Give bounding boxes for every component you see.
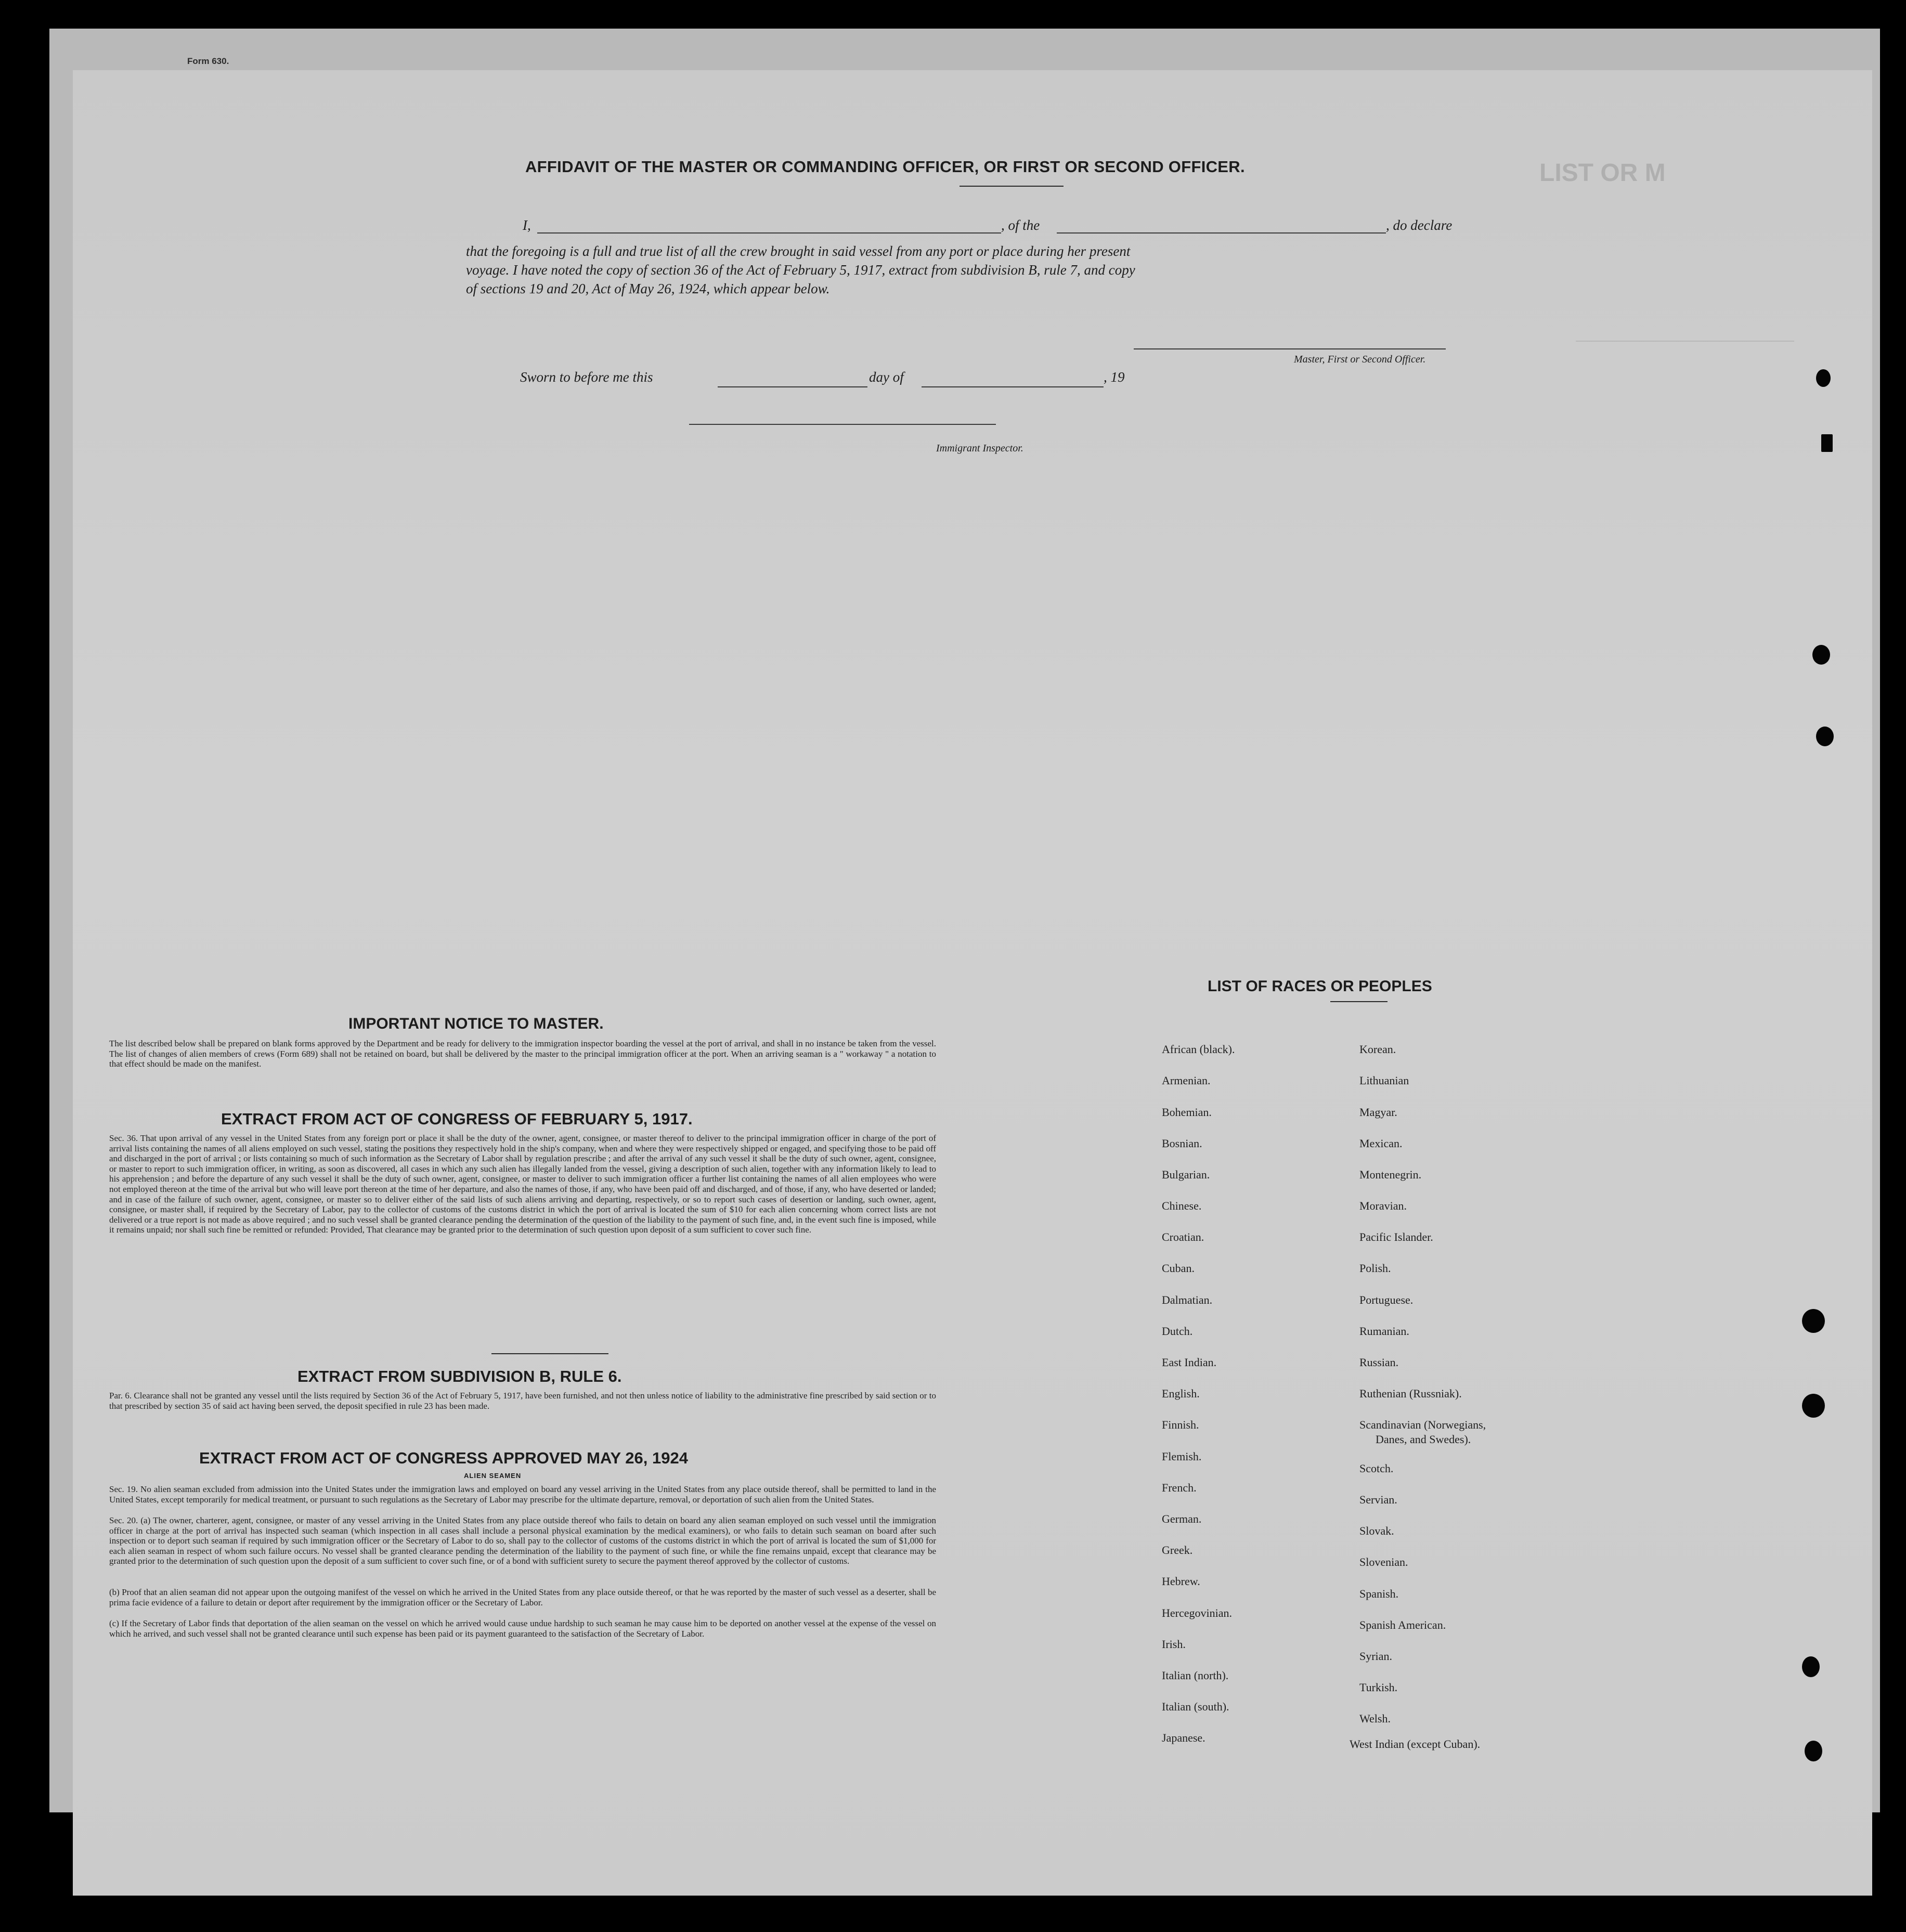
binder-hole xyxy=(1816,369,1831,387)
sworn-day-field[interactable] xyxy=(718,386,867,387)
year-label: , 19 xyxy=(1104,369,1125,385)
race-item: Italian (south). xyxy=(1162,1700,1229,1713)
bleed-through-heading: LIST OR M xyxy=(1539,159,1666,187)
extract-1924-sec20a: Sec. 20. (a) The owner, charterer, agent, consignee, or master of any vessel arriving in the United States from any place outside thereof who fails to detain on board any alien seaman employed on such vessel until the immigration officer in charge at the port of arrival has inspected such seaman (which inspection in all cases shall include a personal physical examination by the medical examiners), or who fails to detain such seaman on board after such inspection or to deport such seaman if required by such immigration officer or the Secretary of Labor to do so, shall pay to the collector of customs of the customs district in which the port of arrival is located the sum of $1,000 for each alien seaman in respect of whom such failure occurs. No vessel shall be granted clearance pending the determination of the liability to the payment of such fine, or while the fine remains unpaid, except that clearance may be granted prior to the determination of such question upon the deposit of a sum sufficient to cover such fine, or of a bond with sufficient surety to secure the payment thereof approved by the collector of customs. xyxy=(109,1515,936,1566)
race-item: English. xyxy=(1162,1387,1200,1400)
race-item: Irish. xyxy=(1162,1638,1186,1651)
race-item: Slovenian. xyxy=(1359,1555,1408,1568)
name-field[interactable] xyxy=(537,232,1001,234)
extract-1924-sec20c: (c) If the Secretary of Labor finds that deportation of the alien seaman on the vessel on which he arrived would cause undue hardship to such seaman he may cause him to be deported on another vessel at the expense of the vessel on which he arrived, and such vessel shall not be granted clearance until such expense has been paid or its payment guaranteed to the satisfaction of the Secretary of Labor. xyxy=(109,1618,936,1639)
binder-hole xyxy=(1802,1656,1820,1677)
affidavit-line-3: voyage. I have noted the copy of section 36 of the Act of February 5, 1917, extract from subdivision B, rule 7, and copy xyxy=(466,262,1135,278)
race-item: Polish. xyxy=(1359,1262,1391,1275)
race-item: German. xyxy=(1162,1512,1202,1525)
race-item: Cuban. xyxy=(1162,1262,1195,1275)
race-item: Magyar. xyxy=(1359,1106,1397,1119)
race-item: Bulgarian. xyxy=(1162,1168,1210,1181)
binder-hole xyxy=(1816,727,1834,746)
master-signature-label: Master, First or Second Officer. xyxy=(1294,354,1426,365)
notice-text: The list described below shall be prepared on blank forms approved by the Department and be ready for delivery to the immigration inspector boarding the vessel at the port of arrival, and shall in no instance be taken from the vessel. The list of changes of alien members of crews (Form 689) shall not be retained on board, but shall be delivered by the master to the principal immigration officer at the port. When an arriving seaman is a " workaway " a notation to that effect should be made on the manifest. xyxy=(109,1039,936,1069)
binder-hole xyxy=(1802,1394,1825,1418)
race-item: Italian (north). xyxy=(1162,1669,1229,1682)
races-title: LIST OF RACES OR PEOPLES xyxy=(1208,978,1432,995)
race-item: Korean. xyxy=(1359,1043,1396,1056)
race-item: Montenegrin. xyxy=(1359,1168,1422,1181)
race-item: Finnish. xyxy=(1162,1418,1199,1431)
race-item: Rumanian. xyxy=(1359,1325,1409,1338)
race-item: Lithuanian xyxy=(1359,1074,1409,1087)
extract-1924-sec19: Sec. 19. No alien seaman excluded from admission into the United States under the immigration laws and employed on board any vessel arriving in the United States from any place outside thereof, shall be permitted to land in the United States, except temporarily for medical treatment, or pursuant to such regulations as the Secretary of Labor may prescribe for the ultimate departure, removal, or deportation of such alien from the United States. xyxy=(109,1484,936,1505)
binder-hole xyxy=(1805,1741,1822,1761)
extract-rule6-title: EXTRACT FROM SUBDIVISION B, RULE 6. xyxy=(297,1367,622,1385)
race-item: Portuguese. xyxy=(1359,1293,1414,1306)
inspector-signature-field[interactable] xyxy=(689,424,996,425)
race-item: Slovak. xyxy=(1359,1524,1394,1537)
affidavit-line-4: of sections 19 and 20, Act of May 26, 1924, which appear below. xyxy=(466,281,830,296)
race-item: Dalmatian. xyxy=(1162,1293,1213,1306)
race-item-continuation: Danes, and Swedes). xyxy=(1376,1433,1471,1446)
race-item: Chinese. xyxy=(1162,1199,1202,1212)
race-item: Welsh. xyxy=(1359,1712,1391,1725)
race-item: Flemish. xyxy=(1162,1450,1202,1463)
race-item: Scotch. xyxy=(1359,1462,1394,1475)
affidavit-i-label: I, xyxy=(523,217,531,233)
race-item: Servian. xyxy=(1359,1493,1397,1506)
race-item: African (black). xyxy=(1162,1043,1235,1056)
race-item: Dutch. xyxy=(1162,1325,1193,1338)
race-item: Scandinavian (Norwegians, xyxy=(1359,1418,1486,1431)
races-title-underline xyxy=(1330,1001,1388,1002)
race-item: Hercegovinian. xyxy=(1162,1606,1232,1619)
race-item: Turkish. xyxy=(1359,1681,1398,1694)
extract-divider xyxy=(491,1353,608,1354)
affidavit-declare-label: , do declare xyxy=(1386,217,1453,233)
vessel-name-field[interactable] xyxy=(1057,232,1386,234)
race-item: Pacific Islander. xyxy=(1359,1230,1433,1243)
race-item: Bohemian. xyxy=(1162,1106,1212,1119)
extract-rule6-text: Par. 6. Clearance shall not be granted any vessel until the lists required by Section 36 of the Act of February 5, 1917, have been furnished, and not then unless notice of liability to the administrative fine prescribed by said section or to that prescribed by section 35 of said act having been served, the deposit specified in rule 23 has been made. xyxy=(109,1391,936,1411)
race-item: West Indian (except Cuban). xyxy=(1350,1737,1481,1751)
binder-hole xyxy=(1812,645,1830,665)
race-item: Croatian. xyxy=(1162,1230,1204,1243)
notice-title: IMPORTANT NOTICE TO MASTER. xyxy=(348,1015,604,1032)
race-item: Hebrew. xyxy=(1162,1575,1200,1588)
master-signature-field[interactable] xyxy=(1134,348,1446,349)
bleed-through-line xyxy=(1576,341,1794,342)
binder-tab xyxy=(1821,434,1833,452)
inspector-label: Immigrant Inspector. xyxy=(936,443,1023,454)
extract-1924-sec20b: (b) Proof that an alien seaman did not appear upon the outgoing manifest of the vessel on which he arrived in the United States from any place outside thereof, or that he was reported by the master of such vessel as a deserter, shall be prima facie evidence of a failure to detain or deport after requirement by the immigration officer or the Secretary of Labor. xyxy=(109,1587,936,1607)
race-item: Greek. xyxy=(1162,1544,1193,1557)
race-item: Syrian. xyxy=(1359,1650,1392,1663)
race-item: Ruthenian (Russniak). xyxy=(1359,1387,1462,1400)
race-item: Spanish American. xyxy=(1359,1618,1446,1631)
race-item: Moravian. xyxy=(1359,1199,1407,1212)
title-underline xyxy=(960,186,1064,187)
affidavit-sheet xyxy=(73,70,1872,1896)
form-number: Form 630. xyxy=(187,56,229,66)
affidavit-title: AFFIDAVIT OF THE MASTER OR COMMANDING OFFICER, OR FIRST OR SECOND OFFICER. xyxy=(525,158,1245,176)
extract-1917-text: Sec. 36. That upon arrival of any vessel in the United States from any foreign port or place it shall be the duty of the owner, agent, consignee, or master thereof to deliver to the principal immigration officer in charge of the port of arrival lists containing the names of all aliens employed on such vessel, stating the positions they respectively hold in the ship's company, when and where they were respectively shipped or engaged, and specifying those to be paid off and discharged in the port of arrival ; or lists containing so much of such information as the Secretary of Labor shall by regulation prescribe ; and after the arrival of any such vessel it shall be the duty of such owner, agent, consignee, or master to report to such immigration officer, in writing, as soon as discovered, all cases in which any such alien has illegally landed from the vessel, giving a description of such alien, together with any information likely to lead to his apprehension ; and before the departure of any such vessel it shall be the duty of such owner, agent, consignee, or master to deliver to such immigration officer a further list containing the names of all alien employees who were not employed thereon at the time of the arrival but who will leave port thereon at the time of her departure, and also the names of those, if any, who have been paid off and discharged, and of those, if any, who have deserted or landed; and in case of the failure of such owner, agent, consignee, or master so to deliver either of the said lists of such aliens arriving and departing, respectively, or so to report such cases of desertion or landing, such owner, agent, consignee, or master shall, if required by the Secretary of Labor, pay to the collector of customs of the customs district in which the port of arrival is located the sum of $10 for each alien concerning whom correct lists are not delivered or a true report is not made as above required ; and no such vessel shall be granted clearance pending the determination of the question of the liability to the payment of such fine, and, in the event such fine is imposed, while it remains unpaid; nor shall such fine be remitted or refunded: Provided, That clearance may be granted prior to the determination of such question upon deposit of a sum sufficient to cover such fine. xyxy=(109,1133,936,1235)
sworn-label: Sworn to before me this xyxy=(520,369,653,385)
race-item: Mexican. xyxy=(1359,1137,1403,1150)
race-item: Japanese. xyxy=(1162,1731,1205,1744)
binder-hole xyxy=(1802,1309,1825,1333)
extract-1924-title: EXTRACT FROM ACT OF CONGRESS APPROVED MAY 26, 1924 xyxy=(199,1449,688,1467)
race-item: Spanish. xyxy=(1359,1587,1399,1600)
affidavit-line-2: that the foregoing is a full and true list of all the crew brought in said vessel from any port or place during her present xyxy=(466,243,1131,259)
extract-1924-subtitle: ALIEN SEAMEN xyxy=(464,1472,522,1480)
race-item: East Indian. xyxy=(1162,1356,1217,1369)
extract-1917-title: EXTRACT FROM ACT OF CONGRESS OF FEBRUARY 5, 1917. xyxy=(221,1110,693,1128)
sworn-month-field[interactable] xyxy=(922,386,1104,387)
race-item: Russian. xyxy=(1359,1356,1399,1369)
race-item: Armenian. xyxy=(1162,1074,1211,1087)
day-of-label: day of xyxy=(869,369,904,385)
affidavit-of-the-label: , of the xyxy=(1001,217,1040,233)
race-item: Bosnian. xyxy=(1162,1137,1202,1150)
race-item: French. xyxy=(1162,1481,1197,1494)
